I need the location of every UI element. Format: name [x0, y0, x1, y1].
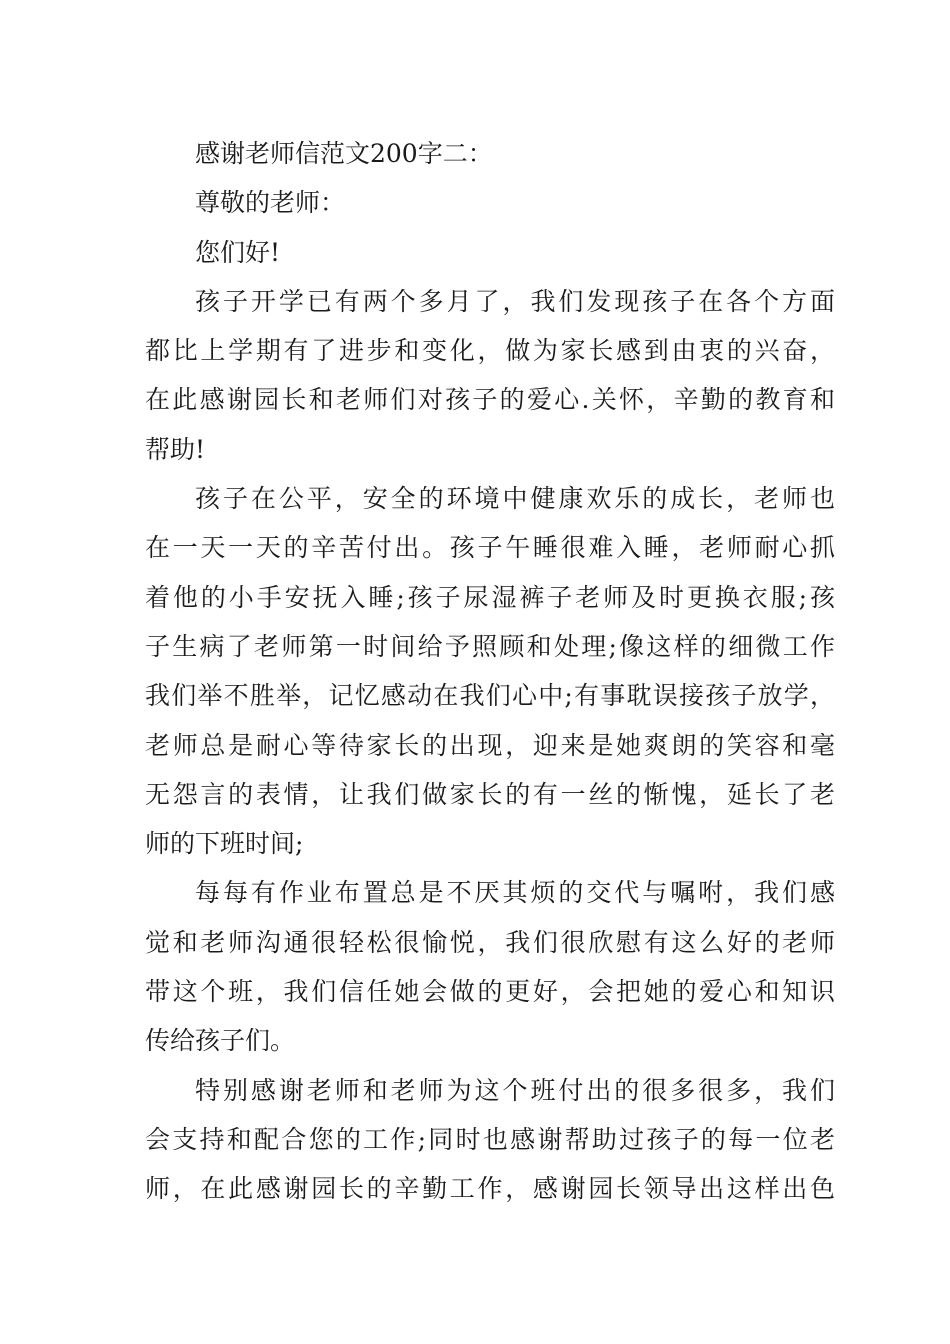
paragraph-line: 觉和老师沟通很轻松很愉悦，我们很欣慰有这么好的老师	[145, 927, 835, 957]
paragraph-line: 老师总是耐心等待家长的出现，迎来是她爽朗的笑容和毫	[145, 730, 835, 760]
paragraph-line: 每每有作业布置总是不厌其烦的交代与嘱咐，我们感	[195, 878, 835, 908]
paragraph-line: 在此感谢园长和老师们对孩子的爱心.关怀，辛勤的教育和	[145, 385, 835, 415]
paragraph-2	[145, 474, 835, 868]
paragraph-line: 带这个班，我们信任她会做的更好，会把她的爱心和知识	[145, 977, 835, 1007]
paragraph-line: 特别感谢老师和老师为这个班付出的很多很多，我们	[195, 1075, 835, 1105]
paragraph-line: 都比上学期有了进步和变化，做为家长感到由衷的兴奋，	[145, 336, 835, 366]
letter-title: 感谢老师信范文200字二：	[195, 139, 493, 168]
salutation: 尊敬的老师：	[195, 188, 346, 218]
paragraph-3	[145, 868, 835, 1065]
greeting: 您们好!	[195, 237, 281, 267]
paragraph-line: 孩子在公平，安全的环境中健康欢乐的成长，老师也	[195, 484, 835, 514]
paragraph-line: 师的下班时间;	[145, 829, 304, 859]
paragraph-line: 孩子开学已有两个多月了，我们发现孩子在各个方面	[195, 286, 835, 316]
letter-body	[145, 129, 835, 1214]
paragraph-line: 在一天一天的辛苦付出。孩子午睡很难入睡，老师耐心抓	[145, 533, 835, 563]
paragraph-4	[145, 1066, 835, 1214]
paragraph-line: 帮助!	[145, 434, 206, 464]
paragraph-line: 会支持和配合您的工作;同时也感谢帮助过孩子的每一位老	[145, 1124, 835, 1154]
paragraph-line: 传给孩子们。	[145, 1026, 296, 1056]
paragraph-line: 着他的小手安抚入睡;孩子尿湿裤子老师及时更换衣服;孩	[145, 582, 835, 612]
paragraph-line: 师，在此感谢园长的辛勤工作，感谢园长领导出这样出色	[145, 1174, 835, 1204]
paragraph-line: 我们举不胜举，记忆感动在我们心中;有事耽误接孩子放学，	[145, 681, 835, 711]
paragraph-line: 无怨言的表情，让我们做家长的有一丝的惭愧，延长了老	[145, 779, 835, 809]
paragraph-1	[145, 277, 835, 474]
paragraph-line: 子生病了老师第一时间给予照顾和处理;像这样的细微工作	[145, 631, 835, 661]
